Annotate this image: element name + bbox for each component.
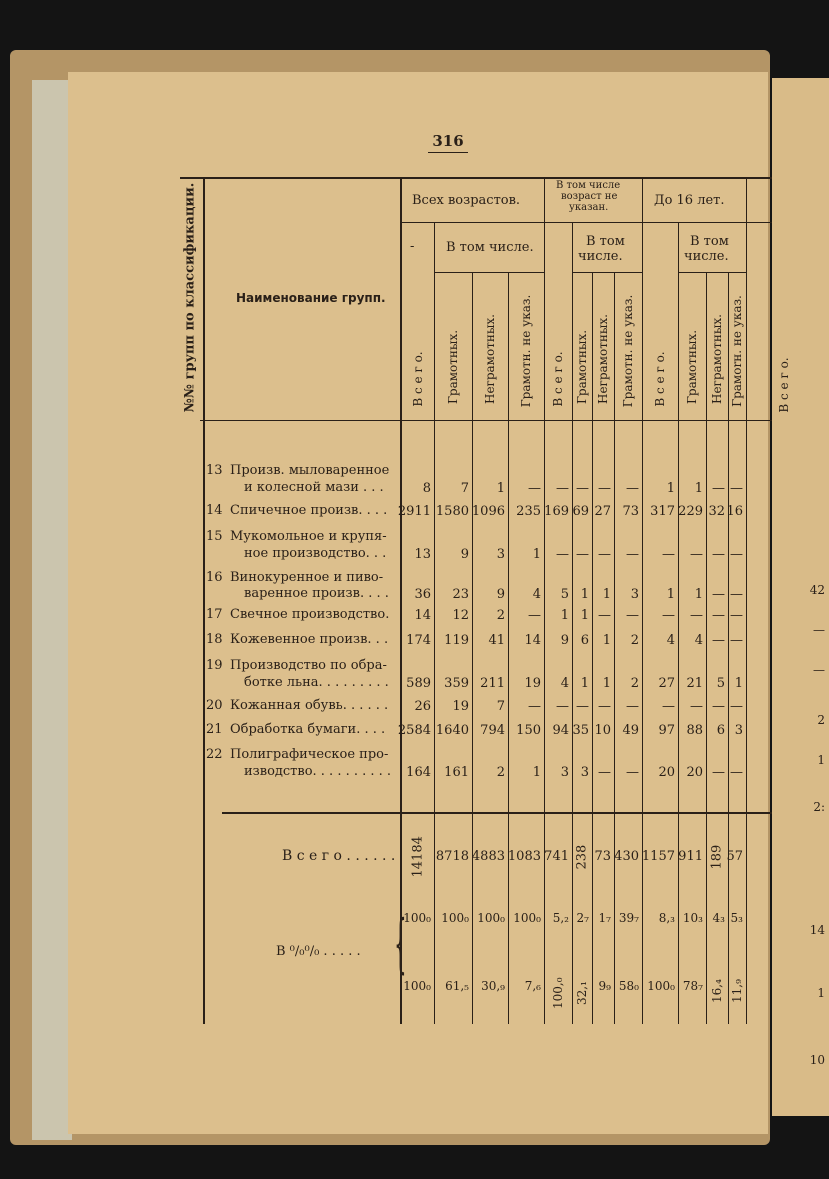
header-rule — [572, 272, 642, 273]
header-age-unknown: указан. — [569, 202, 609, 213]
table-cell: 12 — [452, 608, 469, 623]
table-cell: 32,₁ — [575, 981, 589, 1005]
table-cell: 1 — [580, 676, 589, 691]
table-cell: 1083 — [507, 849, 541, 864]
table-cell: 430 — [614, 849, 639, 864]
table-cell: 14 — [524, 633, 541, 648]
table-cell: 100₀ — [477, 911, 505, 925]
next-page-fragment: 2: — [813, 800, 825, 814]
table-cell: 14184 — [410, 836, 426, 878]
row-index: 14 — [206, 503, 223, 518]
totals-label: В с е г о . . . . . . — [282, 848, 396, 864]
row-index: 13 — [206, 463, 223, 478]
table-cell: — — [712, 481, 725, 496]
table-cell: — — [556, 481, 569, 496]
table-cell: 100₀ — [647, 979, 675, 993]
table-cell: 57 — [726, 849, 743, 864]
col-rule — [472, 272, 473, 1024]
table-cell: 7 — [496, 699, 505, 714]
table-cell: 73 — [622, 504, 639, 519]
table-cell: — — [576, 481, 589, 496]
table-cell: 69 — [572, 504, 589, 519]
table-cell: 1 — [666, 481, 675, 496]
next-page-fragment: 2 — [817, 713, 825, 727]
row-index: 15 — [206, 529, 223, 544]
percent-brace: { — [394, 907, 407, 981]
table-cell: 19 — [452, 699, 469, 714]
col-header-group-name: Наименование групп. — [236, 291, 386, 305]
table-cell: 3 — [580, 765, 589, 780]
table-cell: 16 — [726, 504, 743, 519]
table-cell: 27 — [658, 676, 675, 691]
table-cell: 229 — [678, 504, 703, 519]
table-cell: 235 — [516, 504, 541, 519]
row-name: ботке льна. . . . . . . . . — [244, 675, 389, 690]
table-cell: 41 — [488, 633, 505, 648]
next-page-fragment: 14 — [809, 923, 825, 937]
table-cell: 1 — [694, 587, 703, 602]
table-cell: 3 — [734, 723, 743, 738]
next-page-fragment: 42 — [809, 583, 825, 597]
table-cell: 8,₃ — [658, 911, 675, 925]
table-cell: — — [662, 608, 675, 623]
table-cell: 58₀ — [618, 979, 639, 993]
table-cell: 14 — [414, 608, 431, 623]
col-rule — [706, 272, 707, 1024]
table-cell: 49 — [622, 723, 639, 738]
table-cell: 2584 — [397, 723, 431, 738]
table-cell: 359 — [444, 676, 469, 691]
subheader-illiterate: Неграмотных. — [483, 313, 497, 405]
row-name: Кожанная обувь. . . . . . — [230, 698, 389, 713]
table-cell: 1580 — [435, 504, 469, 519]
table-cell: 741 — [544, 849, 569, 864]
table-cell: — — [662, 699, 675, 714]
table-cell: 13 — [414, 547, 431, 562]
table-cell: 20 — [658, 765, 675, 780]
table-cell: — — [690, 547, 703, 562]
table-cell: 1 — [734, 676, 743, 691]
table-cell: 4₃ — [712, 911, 725, 925]
table-cell: 32 — [708, 504, 725, 519]
table-cell: 5,₂ — [552, 911, 569, 925]
table-cell: 26 — [414, 699, 431, 714]
row-name: Производство по обра- — [230, 658, 387, 673]
next-page-fragment: — — [813, 663, 825, 677]
table-cell: 8 — [422, 481, 431, 496]
table-cell: 16,₄ — [710, 979, 724, 1003]
row-index: 19 — [206, 658, 223, 673]
table-cell: 189 — [709, 844, 725, 870]
table-cell: 100₀ — [441, 911, 469, 925]
col-header-group-number: №№ групп по классификации. — [182, 182, 198, 413]
row-name: Мукомольное и крупя- — [230, 529, 387, 544]
table-cell: 7 — [460, 481, 469, 496]
table-cell: 4 — [532, 587, 541, 602]
subheader-literate: Грамотных. — [575, 329, 589, 405]
next-page-fragment: 10 — [809, 1053, 825, 1067]
table-cell: — — [528, 608, 541, 623]
table-cell: 1 — [602, 587, 611, 602]
table-cell: 2 — [496, 608, 505, 623]
table-cell: 100₀ — [513, 911, 541, 925]
row-name: изводство. . . . . . . . . . — [244, 764, 392, 779]
percent-label: В ⁰/₀⁰/₀ . . . . . — [276, 944, 361, 959]
subheader-literate: Грамотных. — [446, 329, 460, 405]
table-cell: 9₉ — [598, 979, 611, 993]
table-cell: 1 — [580, 587, 589, 602]
table-cell: 161 — [444, 765, 469, 780]
table-cell: 5 — [560, 587, 569, 602]
table-cell: 317 — [650, 504, 675, 519]
table-cell: — — [528, 481, 541, 496]
table-cell: — — [712, 587, 725, 602]
table-cell: 2 — [630, 633, 639, 648]
row-name: Винокуренное и пиво- — [230, 570, 384, 585]
table-cell: 100₀ — [403, 979, 431, 993]
table-cell: 238 — [574, 844, 590, 870]
table-cell: — — [576, 699, 589, 714]
table-cell: — — [690, 699, 703, 714]
row-name: Произв. мыловаренное — [230, 463, 390, 478]
next-page-fragment: В с е г о. — [776, 357, 791, 413]
table-cell: 174 — [406, 633, 431, 648]
table-cell: — — [626, 765, 639, 780]
table-cell: — — [712, 633, 725, 648]
table-cell: 5₃ — [730, 911, 743, 925]
row-index: 21 — [206, 722, 223, 737]
row-name: Обработка бумаги. . . . — [230, 722, 386, 737]
table-cell: — — [626, 608, 639, 623]
col-rule — [572, 222, 573, 1024]
table-cell: 4 — [560, 676, 569, 691]
table-cell: — — [712, 699, 725, 714]
table-cell: 1640 — [435, 723, 469, 738]
table-cell: 7,₆ — [524, 979, 541, 993]
header-rule — [678, 272, 746, 273]
table-cell: — — [662, 547, 675, 562]
table-cell: 8718 — [435, 849, 469, 864]
row-index: 16 — [206, 570, 223, 585]
table-cell: — — [730, 608, 743, 623]
table-cell: — — [712, 608, 725, 623]
row-index: 20 — [206, 698, 223, 713]
header-including: В том — [690, 234, 729, 249]
table-cell: 23 — [452, 587, 469, 602]
table-cell: 6 — [716, 723, 725, 738]
table-cell: — — [598, 765, 611, 780]
table-cell: 164 — [406, 765, 431, 780]
col-rule — [544, 179, 545, 1024]
next-page — [772, 78, 829, 1116]
table-cell: — — [576, 547, 589, 562]
table-cell: — — [730, 481, 743, 496]
table-cell: 1157 — [641, 849, 675, 864]
row-index: 18 — [206, 632, 223, 647]
header-age-unknown: В том числе — [556, 180, 621, 191]
table-cell: 3 — [630, 587, 639, 602]
table-cell: 1₇ — [598, 911, 611, 925]
col-rule — [400, 179, 402, 1024]
subheader-lit-unknown: Грамотн. не указ. — [519, 294, 533, 408]
header-all-ages: Всех возрастов. — [412, 193, 521, 208]
table-cell: 2911 — [397, 504, 431, 519]
table-cell: 100,₀ — [551, 977, 565, 1009]
table-cell: — — [712, 765, 725, 780]
header-dash: - — [410, 239, 415, 254]
table-cell: 2₇ — [576, 911, 589, 925]
table-cell: — — [730, 699, 743, 714]
table-cell: 1 — [532, 547, 541, 562]
table-cell: 78₇ — [682, 979, 703, 993]
next-page-fragment: 1 — [817, 986, 825, 1000]
row-index: 17 — [206, 607, 223, 622]
table-cell: 150 — [516, 723, 541, 738]
page-number: 316 — [428, 132, 468, 153]
table-cell: 1 — [694, 481, 703, 496]
row-name: Кожевенное произв. . . — [230, 632, 389, 647]
table-cell: 1 — [532, 765, 541, 780]
col-rule — [508, 272, 509, 1024]
row-index: 22 — [206, 747, 223, 762]
table-cell: 100₀ — [403, 911, 431, 925]
row-name: Свечное производство. — [230, 607, 390, 622]
table-cell: 1 — [602, 676, 611, 691]
table-top-rule — [180, 177, 772, 179]
row-name: Полиграфическое про- — [230, 747, 389, 762]
table-cell: 27 — [594, 504, 611, 519]
table-cell: — — [626, 699, 639, 714]
subheader-illiterate: Неграмотных. — [710, 313, 724, 405]
table-cell: 11,₉ — [730, 979, 744, 1003]
table-cell: 88 — [686, 723, 703, 738]
table-cell: 9 — [496, 587, 505, 602]
table-cell: 30,₉ — [481, 979, 505, 993]
table-cell: — — [690, 608, 703, 623]
table-cell: 794 — [480, 723, 505, 738]
table-cell: 4 — [666, 633, 675, 648]
table-cell: 36 — [414, 587, 431, 602]
table-cell: — — [730, 765, 743, 780]
table-cell: — — [598, 608, 611, 623]
table-cell: — — [556, 547, 569, 562]
table-cell: 4 — [694, 633, 703, 648]
col-rule — [678, 222, 679, 1024]
table-cell: 10 — [594, 723, 611, 738]
table-cell: — — [730, 587, 743, 602]
subheader-total: В с е г о. — [411, 351, 425, 407]
table-cell: 1096 — [471, 504, 505, 519]
header-including: В том числе. — [446, 240, 534, 255]
header-including: числе. — [684, 249, 729, 264]
table-cell: 73 — [594, 849, 611, 864]
subheader-total: В с е г о. — [653, 351, 667, 407]
subheader-lit-unknown: Грамотн. не указ. — [621, 294, 635, 408]
header-under-16: До 16 лет. — [654, 193, 725, 208]
table-cell: — — [626, 481, 639, 496]
header-including: В том — [586, 234, 625, 249]
table-cell: 61,₅ — [445, 979, 469, 993]
col-rule — [592, 272, 593, 1024]
table-cell: 1 — [580, 608, 589, 623]
table-cell: 39₇ — [618, 911, 639, 925]
table-cell: 3 — [560, 765, 569, 780]
row-name: ное производство. . . — [244, 546, 387, 561]
table-cell: 3 — [496, 547, 505, 562]
table-left-rule — [203, 179, 205, 1024]
table-cell: — — [730, 547, 743, 562]
book-page — [68, 72, 768, 1134]
col-rule — [614, 272, 615, 1024]
table-cell: 1 — [666, 587, 675, 602]
table-cell: 10₃ — [682, 911, 703, 925]
table-cell: 19 — [524, 676, 541, 691]
table-cell: — — [730, 633, 743, 648]
table-cell: — — [528, 699, 541, 714]
subheader-literate: Грамотных. — [685, 329, 699, 405]
subheader-lit-unknown: Грамоrн. не указ. — [730, 295, 744, 407]
subheader-illiterate: Неграмотных. — [596, 313, 610, 405]
subheader-total: В с е г о. — [551, 351, 565, 407]
col-rule — [642, 179, 643, 1024]
table-cell: 2 — [496, 765, 505, 780]
table-cell: — — [556, 699, 569, 714]
table-cell: 9 — [560, 633, 569, 648]
table-cell: 9 — [460, 547, 469, 562]
table-cell: 169 — [544, 504, 569, 519]
table-cell: — — [626, 547, 639, 562]
table-cell: 5 — [716, 676, 725, 691]
table-cell: 1 — [602, 633, 611, 648]
table-cell: 21 — [686, 676, 703, 691]
table-cell: 94 — [552, 723, 569, 738]
header-rule — [402, 222, 772, 223]
row-name: Спичечное произв. . . . — [230, 503, 388, 518]
page-edge — [32, 80, 72, 1140]
header-bottom-rule — [200, 420, 772, 421]
header-including: числе. — [578, 249, 623, 264]
table-cell: 119 — [444, 633, 469, 648]
header-rule — [434, 272, 544, 273]
col-rule — [746, 179, 747, 1024]
totals-rule — [222, 812, 772, 814]
next-page-fragment: — — [813, 623, 825, 637]
table-cell: 20 — [686, 765, 703, 780]
table-cell: 589 — [406, 676, 431, 691]
table-cell: — — [598, 547, 611, 562]
next-page-fragment: 1 — [817, 753, 825, 767]
row-name: и колесной мази . . . — [244, 480, 384, 495]
table-cell: — — [598, 699, 611, 714]
header-age-unknown: возраст не — [561, 191, 618, 202]
table-cell: 4883 — [471, 849, 505, 864]
table-cell: 1 — [560, 608, 569, 623]
table-cell: 2 — [630, 676, 639, 691]
table-cell: — — [598, 481, 611, 496]
table-cell: — — [712, 547, 725, 562]
table-cell: 6 — [580, 633, 589, 648]
col-rule — [434, 222, 435, 1024]
table-cell: 1 — [496, 481, 505, 496]
table-cell: 97 — [658, 723, 675, 738]
col-rule — [728, 272, 729, 1024]
table-cell: 35 — [572, 723, 589, 738]
row-name: варенное произв. . . . — [244, 586, 389, 601]
table-cell: 211 — [480, 676, 505, 691]
table-cell: 911 — [678, 849, 703, 864]
